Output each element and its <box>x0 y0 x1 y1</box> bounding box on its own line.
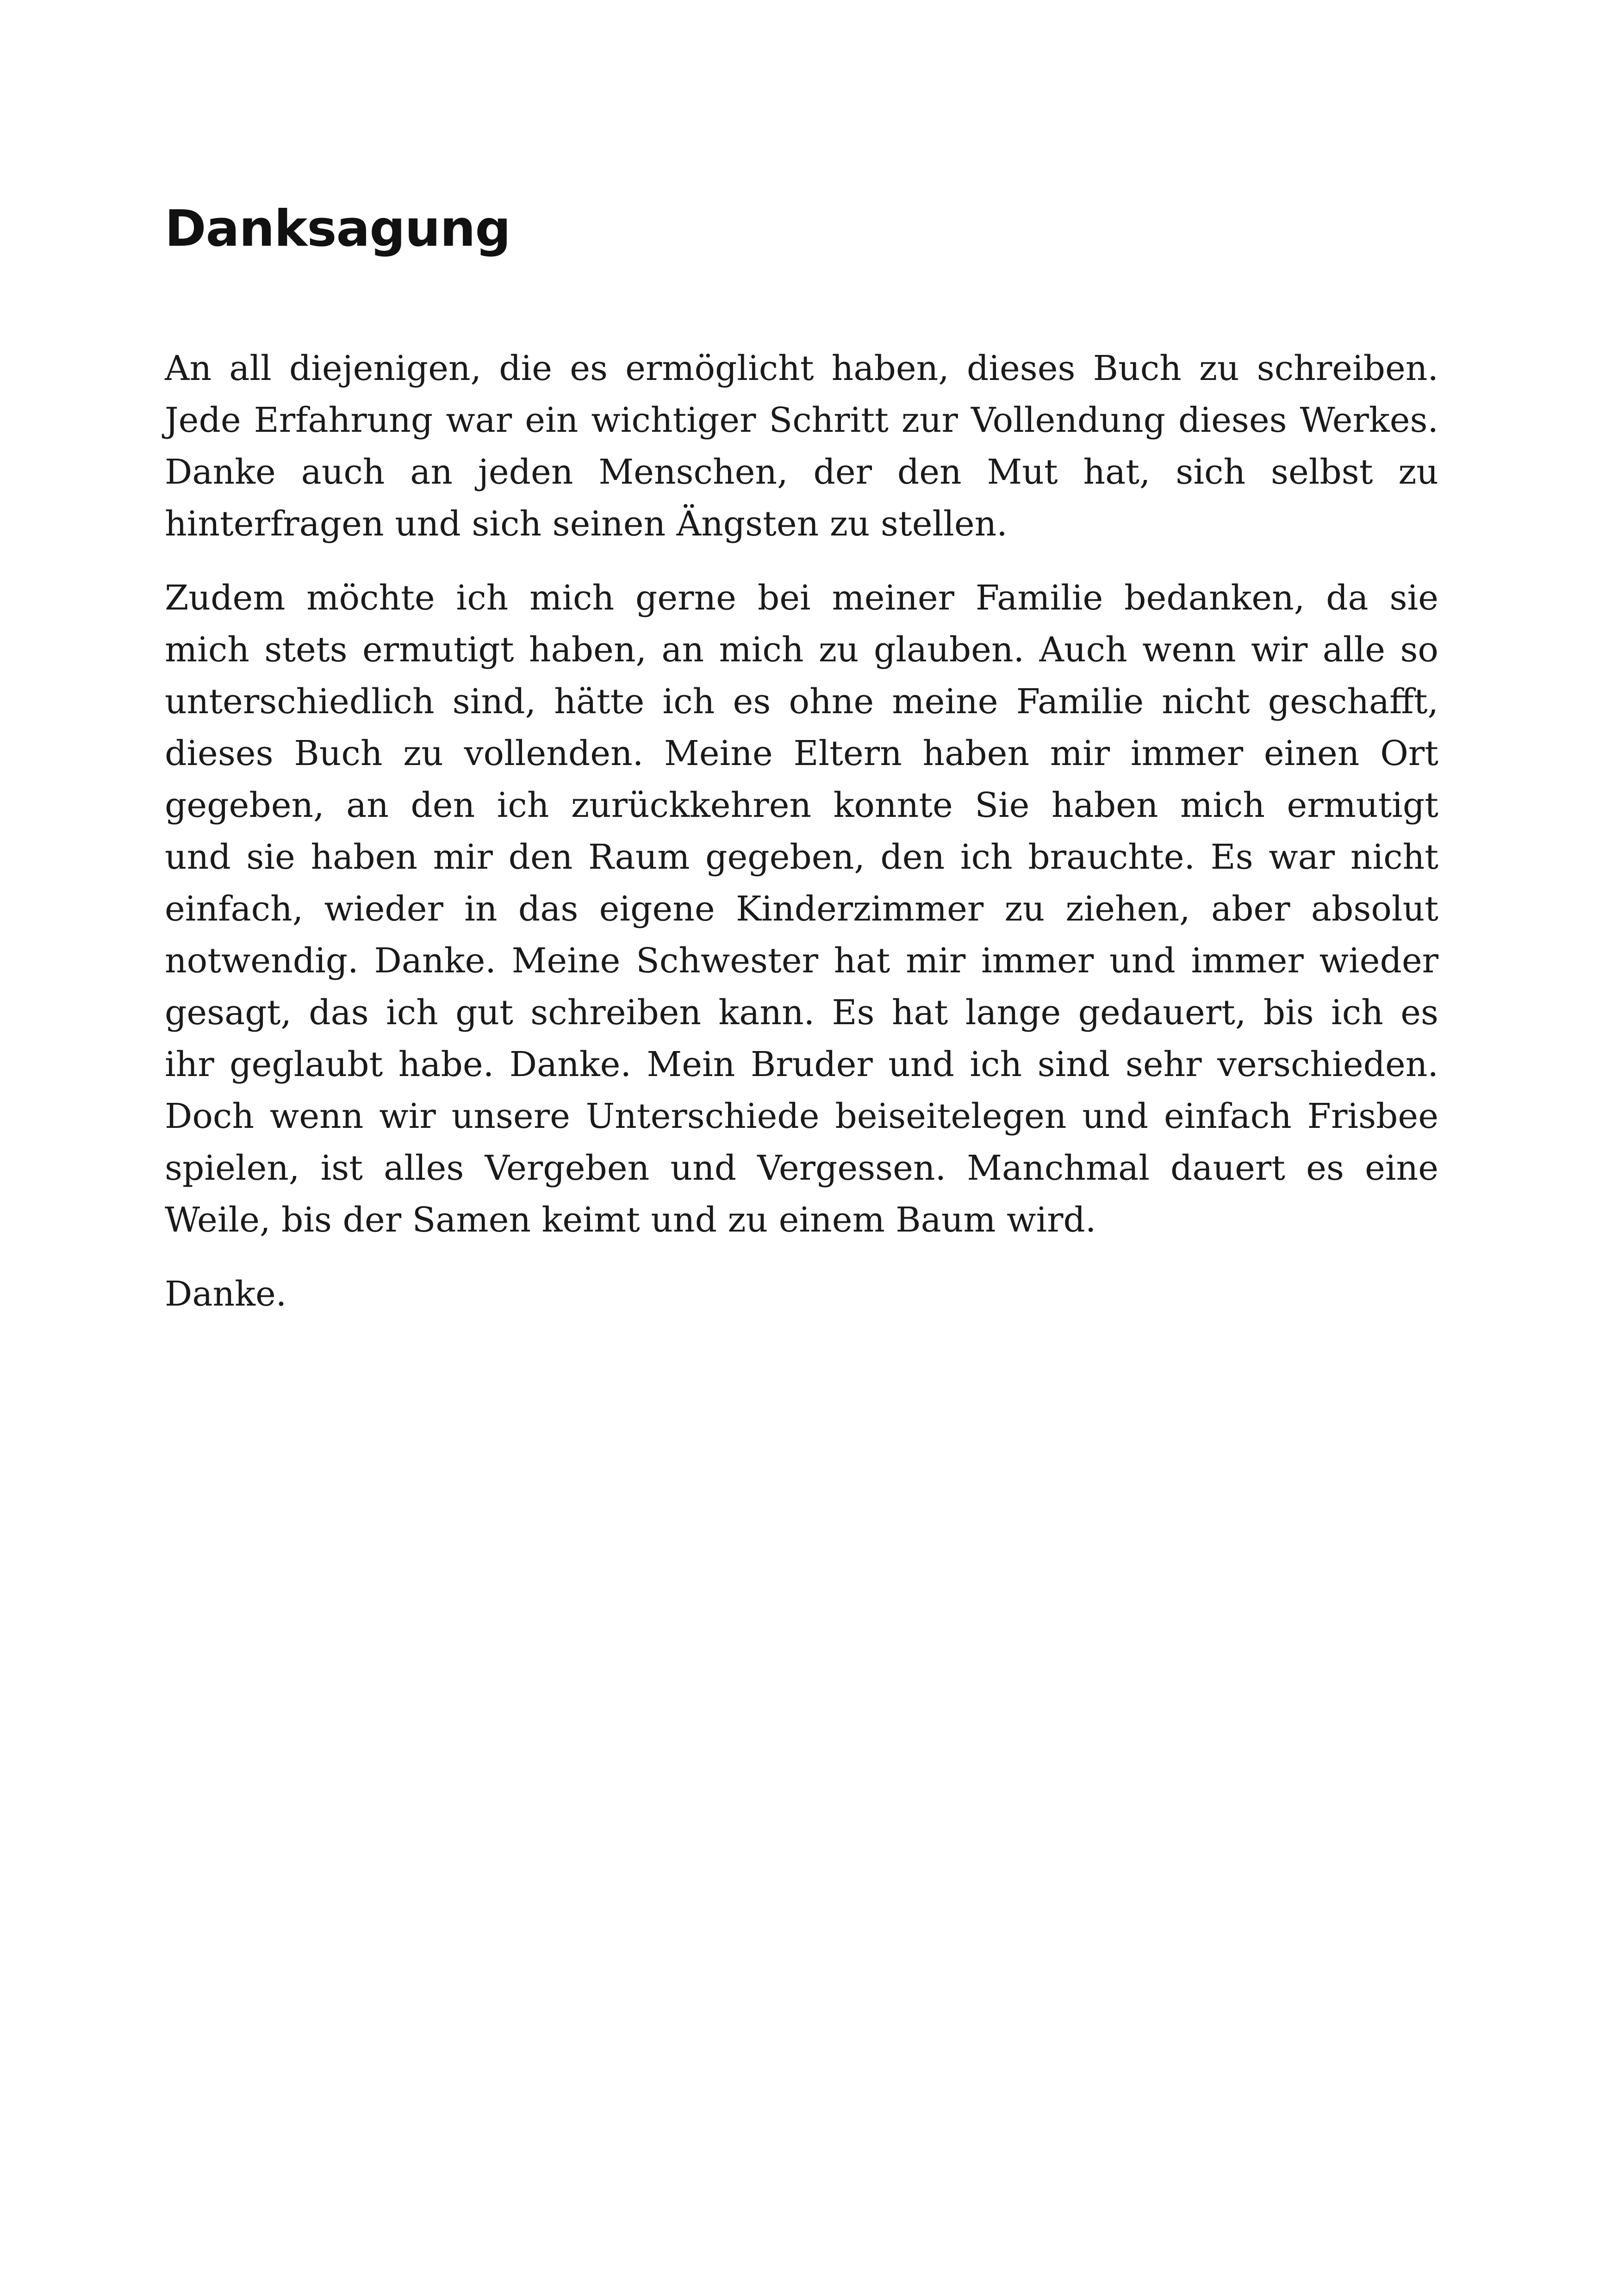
paragraph-3 <box>165 1268 1438 1320</box>
text-line: spielen, ist alles Vergeben und Vergessen. Manchmal dauert es eine <box>165 1148 1438 1188</box>
text-line: Jede Erfahrung war ein wichtiger Schritt zur Vollendung dieses Werkes. <box>165 400 1438 440</box>
paragraph-2 <box>165 572 1438 1246</box>
text-line: und sie haben mir den Raum gegeben, den ich brauchte. Es war nicht <box>165 837 1438 877</box>
text-line: An all diejenigen, die es ermöglicht haben, dieses Buch zu schreiben. <box>165 348 1438 388</box>
text-line: unterschiedlich sind, hätte ich es ohne meine Familie nicht geschafft, <box>165 681 1438 722</box>
content-area <box>165 199 1438 1342</box>
text-line: Doch wenn wir unsere Unterschiede beiseitelegen und einfach Frisbee <box>165 1096 1438 1136</box>
text-line: Danke auch an jeden Menschen, der den Mut hat, sich selbst zu <box>165 452 1438 492</box>
paragraph-1 <box>165 342 1438 550</box>
text-line: hinterfragen und sich seinen Ängsten zu stellen. <box>165 504 1008 544</box>
text-line: Weile, bis der Samen keimt und zu einem Baum wird. <box>165 1200 1096 1240</box>
text-line: gesagt, das ich gut schreiben kann. Es hat lange gedauert, bis ich es <box>165 992 1438 1033</box>
text-line: mich stets ermutigt haben, an mich zu glauben. Auch wenn wir alle so <box>165 629 1438 670</box>
text-line: gegeben, an den ich zurückkehren konnte Sie haben mich ermutigt <box>165 785 1438 825</box>
text-line: Danke. <box>165 1274 287 1314</box>
text-line: einfach, wieder in das eigene Kinderzimmer zu ziehen, aber absolut <box>165 889 1438 929</box>
text-line: notwendig. Danke. Meine Schwester hat mir immer und immer wieder <box>165 940 1438 981</box>
text-line: dieses Buch zu vollenden. Meine Eltern haben mir immer einen Ort <box>165 733 1438 773</box>
page-title: Danksagung <box>165 200 510 258</box>
text-line: Zudem möchte ich mich gerne bei meiner Familie bedanken, da sie <box>165 578 1438 618</box>
text-line: ihr geglaubt habe. Danke. Mein Bruder und ich sind sehr verschieden. <box>165 1044 1438 1084</box>
